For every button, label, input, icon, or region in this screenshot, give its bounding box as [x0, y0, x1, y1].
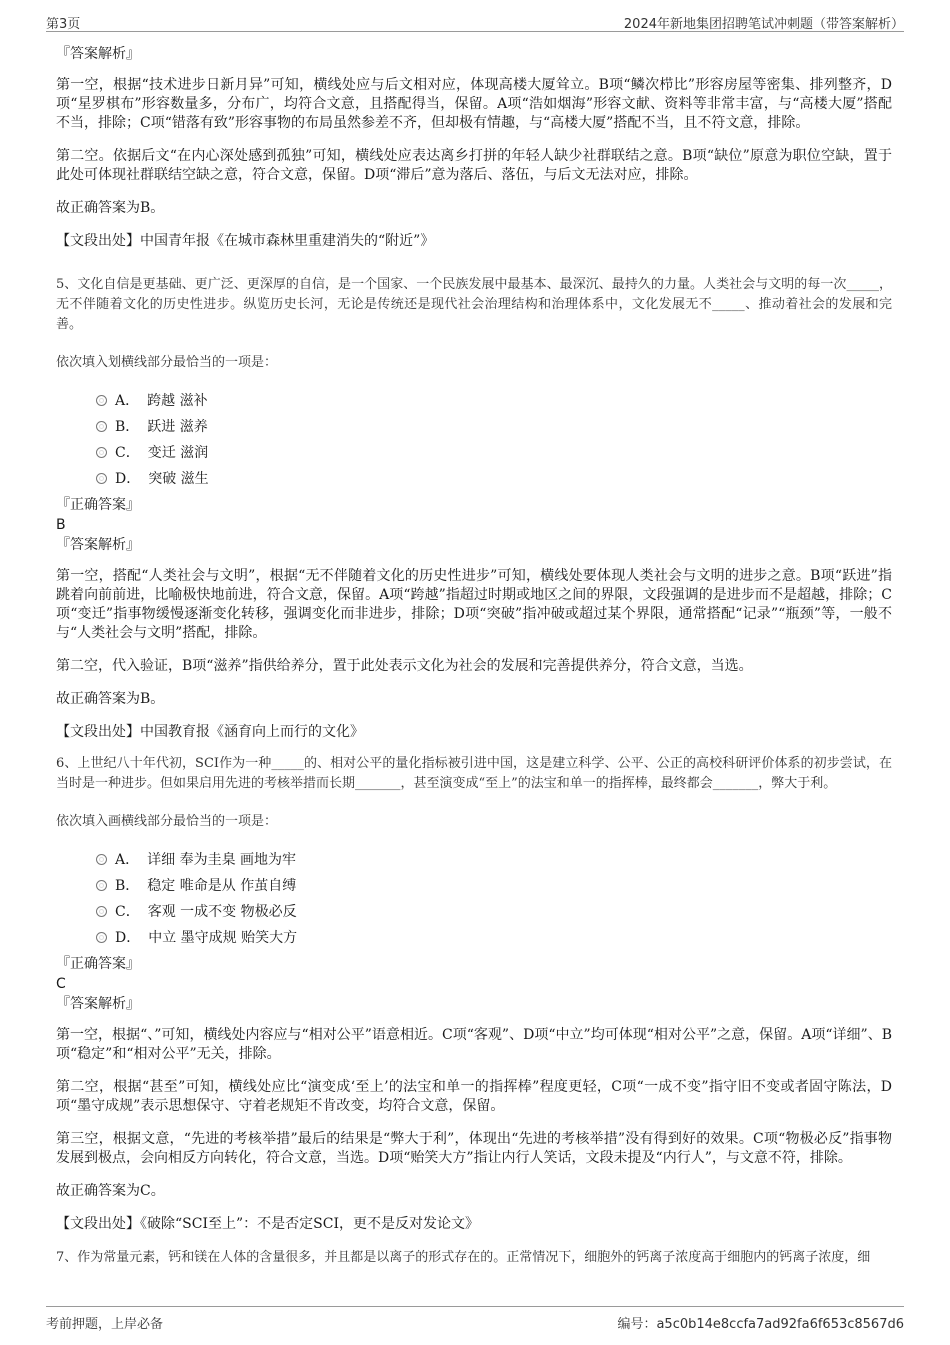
analysis-label: 『答案解析』 [56, 46, 140, 62]
document-title: 2024年新地集团招聘笔试冲刺题（带答案解析） [623, 17, 904, 32]
question-stem: 5、文化自信是更基础、更广泛、更深厚的自信，是一个国家、一个民族发展中最基本、最深沉、最持久的力量。人类社会与文明的每一次_____，无不伴随着文化的历史性进步。纵览历史长河，无论是传统还是现代社会治理结构和治理体系中，文化发展无不_____、推动着社会的发展和完善。 [56, 277, 892, 332]
page-footer [46, 1306, 904, 1332]
question-5 [56, 275, 892, 742]
radio-icon[interactable] [96, 395, 107, 406]
analysis-paragraph: 第一空，根据“、”可知，横线处内容应与“相对公平”语意相近。C项“客观”、D项“中立”均可体现“相对公平”之意，保留。A项“详细”、B项“稳定”和“相对公平”无关，排除。 [56, 1027, 892, 1062]
document-id: 编号：a5c0b14e8ccfa7ad92fa6f653c8567d6 [617, 1317, 904, 1332]
correct-answer: B [56, 517, 66, 533]
question-prompt: 依次填入划横线部分最恰当的一项是： [56, 355, 278, 370]
radio-icon[interactable] [96, 932, 107, 943]
question-6 [56, 754, 892, 1234]
radio-icon[interactable] [96, 880, 107, 891]
correct-answer-label: 『正确答案』 [56, 497, 140, 513]
question-7-partial: 7、作为常量元素，钙和镁在人体的含量很多，并且都是以离子的形式存在的。正常情况下，细胞外的钙离子浓度高于细胞内的钙离子浓度，细 [56, 1250, 871, 1265]
analysis-paragraph: 第一空，根据“技术进步日新月异”可知，横线处应与后文相对应，体现高楼大厦耸立。B项“鳞次栉比”形容房屋等密集、排列整齐，D项“星罗棋布”形容数量多，分布广，均符合文意，且搭配得当，保留。A项“浩如烟海”形容文献、资料等非常丰富，与“高楼大厦”搭配不当，排除；C项“错落有致”形容事物的布局虽然参差不齐，但却极有情趣，与“高楼大厦”搭配不当，且不符文意，排除。 [56, 77, 892, 131]
analysis-paragraph: 第二空，根据“甚至”可知，横线处应比“演变成‘至上’的法宝和单一的指挥棒”程度更轻，C项“一成不变”指守旧不变或者固守陈法，D项“墨守成规”表示思想保守、守着老规矩不肯改变，均符合文意，保留。 [56, 1079, 892, 1114]
page-content [56, 44, 892, 1265]
source-citation: 【文段出处】中国教育报《涵育向上而行的文化》 [56, 724, 364, 740]
question-4-analysis [56, 44, 892, 251]
analysis-paragraph: 第二空。依据后文“在内心深处感到孤独”可知，横线处应表达离乡打拼的年轻人缺少社群联结之意。B项“缺位”原意为职位空缺，置于此处可体现社群联结空缺之意，符合文意，保留。D项“滞后”意为落后、落伍，与后文无法对应，排除。 [56, 148, 892, 183]
option-b[interactable]: B． 稳定 唯命是从 作茧自缚 [96, 872, 892, 898]
option-b[interactable]: B． 跃进 滋养 [96, 413, 892, 439]
radio-icon[interactable] [96, 854, 107, 865]
source-citation: 【文段出处】中国青年报《在城市森林里重建消失的“附近”》 [56, 233, 435, 249]
option-d[interactable]: D． 突破 滋生 [96, 465, 892, 491]
analysis-label: 『答案解析』 [56, 537, 140, 553]
option-list [96, 846, 892, 950]
analysis-label: 『答案解析』 [56, 996, 140, 1012]
option-c[interactable]: C． 客观 一成不变 物极必反 [96, 898, 892, 924]
option-d[interactable]: D． 中立 墨守成规 贻笑大方 [96, 924, 892, 950]
radio-icon[interactable] [96, 447, 107, 458]
option-a[interactable]: A． 详细 奉为圭臬 画地为牢 [96, 846, 892, 872]
radio-icon[interactable] [96, 473, 107, 484]
page-header [46, 10, 904, 32]
radio-icon[interactable] [96, 906, 107, 917]
option-a[interactable]: A． 跨越 滋补 [96, 387, 892, 413]
question-stem: 6、上世纪八十年代初，SCI作为一种_____的、相对公平的量化指标被引进中国，这是建立科学、公平、公正的高校科研评价体系的初步尝试，在当时是一种进步。但如果启用先进的考核举措而长期_______，甚至演变成“至上”的法宝和单一的指挥棒，最终都会_______，弊大于利。 [56, 756, 892, 791]
footer-slogan: 考前押题，上岸必备 [46, 1317, 164, 1332]
answer-conclusion: 故正确答案为B。 [56, 691, 165, 707]
analysis-paragraph: 第三空，根据文意，“先进的考核举措”最后的结果是“弊大于利”，体现出“先进的考核举措”没有得到好的效果。C项“物极必反”指事物发展到极点，会向相反方向转化，符合文意，当选。D项“贻笑大方”指让内行人笑话，文段未提及“内行人”，与文意不符，排除。 [56, 1131, 892, 1166]
answer-conclusion: 故正确答案为B。 [56, 200, 165, 216]
correct-answer: C [56, 976, 66, 992]
question-prompt: 依次填入画横线部分最恰当的一项是： [56, 814, 278, 829]
source-citation: 【文段出处】《破除“SCI至上”：不是否定SCI，更不是反对发论文》 [56, 1216, 479, 1232]
option-c[interactable]: C． 变迁 滋润 [96, 439, 892, 465]
answer-conclusion: 故正确答案为C。 [56, 1183, 165, 1199]
analysis-paragraph: 第二空，代入验证，B项“滋养”指供给养分，置于此处表示文化为社会的发展和完善提供养分，符合文意，当选。 [56, 658, 753, 674]
correct-answer-label: 『正确答案』 [56, 956, 140, 972]
page-number: 第3页 [46, 17, 81, 32]
analysis-paragraph: 第一空，搭配“人类社会与文明”，根据“无不伴随着文化的历史性进步”可知，横线处要体现人类社会与文明的进步之意。B项“跃进”指跳着向前前进，比喻极快地前进，符合文意，保留。A项“跨越”指超过时期或地区之间的界限，文段强调的是进步而不是超越，排除；C项“变迁”指事物缓慢逐渐变化转移，强调变化而非进步，排除；D项“突破”指冲破或超过某个界限，通常搭配“记录”“瓶颈”等，一般不与“人类社会与文明”搭配，排除。 [56, 568, 892, 641]
option-list [96, 387, 892, 491]
radio-icon[interactable] [96, 421, 107, 432]
